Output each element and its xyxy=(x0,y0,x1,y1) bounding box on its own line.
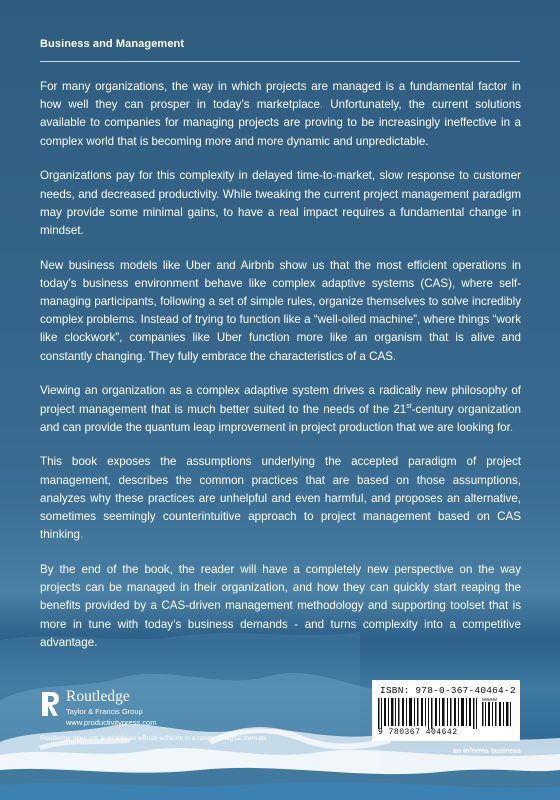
informa-label: an informa business xyxy=(453,748,522,755)
paragraph: This book exposes the assumptions underlying the accepted paradigm of project management, describes the common practices that are based on those assumptions, analyzes why these practices are unhelpful and even harmful, and proposes an alternative, sometimes seemingly counterintuitive approach to project management based on CAS thinking. xyxy=(40,455,521,542)
price-code: 90000 xyxy=(482,698,498,703)
ordinal-suffix: st xyxy=(406,402,412,410)
paragraph-text: -century organization and can provide the quantum leap improvement in project production that we are looking for. xyxy=(40,402,521,434)
barcode-icon xyxy=(378,698,514,729)
publisher-group: Taylor & Francis Group xyxy=(66,707,143,716)
blurb-text xyxy=(40,78,521,652)
ebook-note: Routledge titles are available as eBook editions in a range of digital formats xyxy=(40,735,267,742)
category-label: Business and Management xyxy=(40,38,185,50)
paragraph: New business models like Uber and Airbnb show us that the most efficient operations in today’s business environment behave like complex adaptive systems (CAS), where self-managing participants, following a set of simple rules, organize themselves to solve incredibly complex problems. Instead of trying to function like a “well-oiled machine”, where things “work like clockwork”, companies like Uber function more like an organism that is alive and constantly changing. They fully embrace the characteristics of a CAS. xyxy=(40,258,521,363)
paragraph-text: Viewing an organization as a complex adaptive system drives a radically new philosophy of project management that is much better suited to the needs of the 21 xyxy=(40,384,521,416)
header-divider xyxy=(40,61,520,62)
routledge-logo-icon xyxy=(40,690,60,718)
paragraph xyxy=(40,382,521,437)
paragraph: For many organizations, the way in which projects are managed is a fundamental factor in how well they can prosper in today’s marketplace. Unfortunately, the current solutions available to companies for managing projects are proving to be increasingly ineffective in a complex world that is becoming more and more dynamic and unpredictable. xyxy=(40,80,521,148)
isbn-text: ISBN: 978-0-367-40464-2 xyxy=(380,685,516,696)
publisher-name: Routledge xyxy=(66,688,130,705)
paragraph: Organizations pay for this complexity in delayed time-to-market, slow response to customer needs, and decreased productivity. While tweaking the current project management paradigm may provide some minimal gains, to have a real impact requires a fundamental change in mindset. xyxy=(40,169,521,237)
paragraph: By the end of the book, the reader will have a completely new perspective on the way projects can be managed in their organization, and how they can quickly start reaping the benefits provided by a CAS-driven management methodology and supporting toolset that is more in tune with today’s business demands - and turns complexity into a competitive advantage. xyxy=(40,562,521,649)
publisher-website: www.productivitypress.com xyxy=(66,718,157,727)
barcode-digits: 9 780367 404642 xyxy=(378,728,458,737)
barcode-panel xyxy=(372,680,520,741)
